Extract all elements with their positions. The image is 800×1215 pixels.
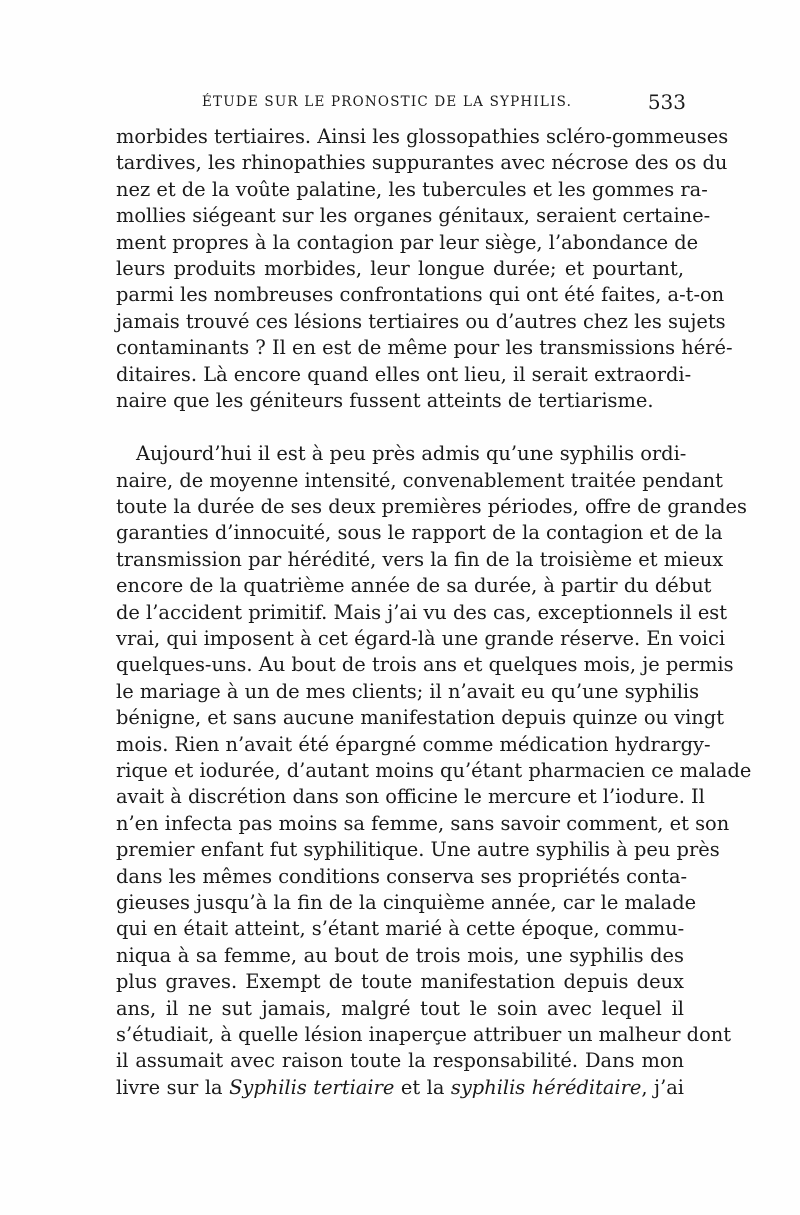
text-line: morbides tertiaires. Ainsi les glossopathies scléro-gommeuses xyxy=(116,125,729,148)
body-text xyxy=(116,124,752,1101)
text-line: quelques-uns. Au bout de trois ans et quelques mois, je permis xyxy=(116,653,734,677)
text-line: transmission par hérédité, vers la fin de la troisième et mieux xyxy=(116,547,724,571)
text-line: avait à discrétion dans son officine le mercure et l’iodure. Il xyxy=(116,785,705,809)
text-fragment: et la xyxy=(394,1075,451,1099)
text-line: naire, de moyenne intensité, convenablement traitée pendant xyxy=(116,468,723,492)
running-head xyxy=(116,90,686,122)
book-title-fragment: Syphilis tertiaire xyxy=(229,1075,395,1099)
text-line: s’étudiait, à quelle lésion inaperçue attribuer un malheur dont xyxy=(116,1022,732,1046)
text-line: garanties d’innocuité, sous le rapport de la contagion et de la xyxy=(116,521,723,545)
text-line: gieuses jusqu’à la fin de la cinquième année, car le malade xyxy=(116,890,697,914)
text-line: tardives, les rhinopathies suppurantes avec nécrose des os du xyxy=(116,151,728,175)
text-line: dans les mêmes conditions conserva ses propriétés conta- xyxy=(116,864,688,888)
text-fragment: livre sur la xyxy=(116,1075,230,1099)
text-line: qui en était atteint, s’étant marié à cette époque, commu- xyxy=(116,917,685,941)
text-line-with-title xyxy=(116,1075,684,1101)
text-line: niqua à sa femme, au bout de trois mois, une syphilis des xyxy=(116,943,684,967)
text-line: bénigne, et sans aucune manifestation depuis quinze ou vingt xyxy=(116,706,724,730)
paragraph-spacer xyxy=(116,414,684,441)
text-line: ditaires. Là encore quand elles ont lieu, il serait extraordi- xyxy=(116,362,692,386)
page-number: 533 xyxy=(647,90,686,114)
text-line: vrai, qui imposent à cet égard-là une grande réserve. En voici xyxy=(116,627,726,651)
text-line: ans, il ne sut jamais, malgré tout le soin avec lequel il xyxy=(116,996,684,1020)
text-line: encore de la quatrième année de sa durée, à partir du début xyxy=(116,574,712,598)
text-line: toute la durée de ses deux premières périodes, offre de grandes xyxy=(116,495,747,519)
text-line: n’en infecta pas moins sa femme, sans savoir comment, et son xyxy=(116,811,730,835)
paragraph-2 xyxy=(116,441,752,1101)
text-line: nez et de la voûte palatine, les tubercules et les gommes ra- xyxy=(116,177,708,201)
running-title: ÉTUDE SUR LE PRONOSTIC DE LA SYPHILIS. xyxy=(202,94,573,110)
text-line: de l’accident primitif. Mais j’ai vu des cas, exceptionnels il est xyxy=(116,600,728,624)
text-line: il assumait avec raison toute la responsabilité. Dans mon xyxy=(116,1049,684,1073)
text-line: leurs produits morbides, leur longue durée; et pourtant, xyxy=(116,256,684,280)
text-line: rique et iodurée, d’autant moins qu’étant pharmacien ce malade xyxy=(116,758,752,782)
text-line: premier enfant fut syphilitique. Une autre syphilis à peu près xyxy=(116,838,720,862)
text-line: Aujourd’hui il est à peu près admis qu’une syphilis ordi- xyxy=(136,442,687,466)
text-line: parmi les nombreuses confrontations qui ont été faites, a-t-on xyxy=(116,283,725,307)
text-line: mois. Rien n’avait été épargné comme médication hydrargy- xyxy=(116,732,711,756)
book-title-fragment: syphilis héréditaire xyxy=(450,1075,642,1099)
text-line: contaminants ? Il en est de même pour les transmissions héré- xyxy=(116,336,733,360)
text-fragment: , j’ai xyxy=(641,1075,684,1099)
text-line: le mariage à un de mes clients; il n’avait eu qu’une syphilis xyxy=(116,679,700,703)
paragraph-1 xyxy=(116,124,733,414)
text-line: plus graves. Exempt de toute manifestation depuis deux xyxy=(116,970,684,994)
text-line: ment propres à la contagion par leur siège, l’abondance de xyxy=(116,230,699,254)
text-line: jamais trouvé ces lésions tertiaires ou d’autres chez les sujets xyxy=(116,309,726,333)
text-line: naire que les géniteurs fussent atteints de tertiarisme. xyxy=(116,388,654,412)
text-line: mollies siégeant sur les organes génitaux, seraient certaine- xyxy=(116,204,711,228)
